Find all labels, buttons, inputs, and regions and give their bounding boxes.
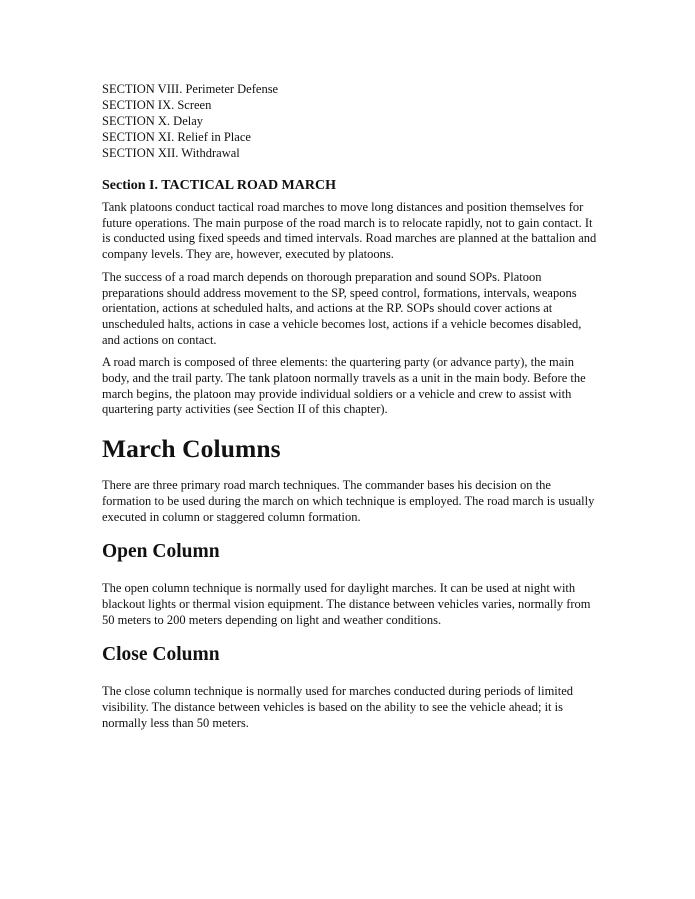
document-content	[102, 81, 597, 738]
march-columns-paragraph: There are three primary road march techniques. The commander bases his decision on the formation to be used during the march on which technique is employed. The road march is usually executed in column or staggered column formation.	[102, 478, 595, 524]
close-column-paragraph: The close column technique is normally used for marches conducted during periods of limited visibility. The distance between vehicles is based on the ability to see the vehicle ahead; it is normally less than 50 meters.	[102, 684, 574, 730]
section-list-item: SECTION XI. Relief in Place	[102, 130, 251, 144]
close-column-title: Close Column	[102, 644, 220, 666]
section-heading: Section I. TACTICAL ROAD MARCH	[102, 178, 336, 193]
section-list	[102, 81, 597, 161]
open-column-title: Open Column	[102, 541, 220, 563]
section-list-item: SECTION XII. Withdrawal	[102, 146, 240, 160]
intro-paragraph: The success of a road march depends on thorough preparation and sound SOPs. Platoon preparations should address movement to the SP, speed control, formations, intervals, weapons orientation, actions at scheduled halts, and actions at the RP. SOPs should cover actions at unscheduled halts, actions in case a vehicle becomes lost, actions if a vehicle becomes disabled, and actions on contact.	[102, 269, 582, 347]
open-column-paragraph: The open column technique is normally used for daylight marches. It can be used at night with blackout lights or thermal vision equipment. The distance between vehicles varies, normally from 50 meters to 200 meters depending on light and weather conditions.	[102, 581, 591, 627]
section-list-item: SECTION VIII. Perimeter Defense	[102, 82, 279, 96]
intro-paragraph: Tank platoons conduct tactical road marches to move long distances and position themselves for future operations. The main purpose of the road march is to relocate rapidly, not to gain contact. It is conducted using fixed speeds and timed intervals. Road marches are planned at the battalion and company levels. They are, however, executed by platoons.	[102, 200, 597, 262]
section-list-item: SECTION X. Delay	[102, 114, 204, 128]
intro-paragraph: A road march is composed of three elements: the quartering party (or advance party), the main body, and the trail party. The tank platoon normally travels as a unit in the main body. Before the march begins, the platoon may provide individual soldiers or a vehicle and crew to assist with quartering party activities (see Section II of this chapter).	[102, 355, 586, 417]
march-columns-title: March Columns	[102, 434, 281, 464]
section-list-item: SECTION IX. Screen	[102, 98, 212, 112]
